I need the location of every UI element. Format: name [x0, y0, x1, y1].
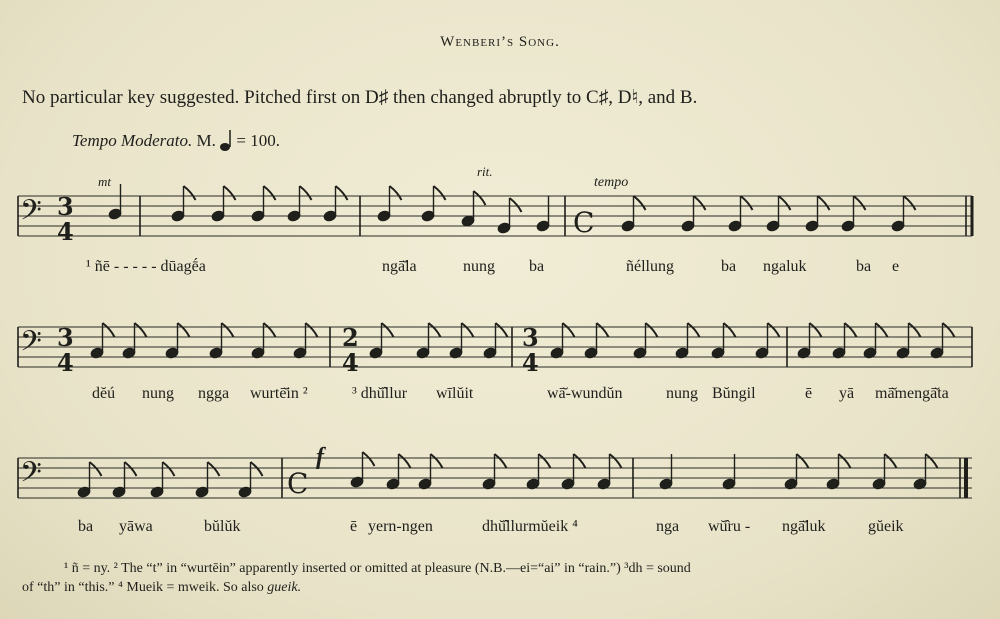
- notes: [77, 184, 955, 498]
- note-flag: [845, 323, 857, 337]
- note-flag: [943, 323, 955, 337]
- note-flag: [904, 196, 916, 210]
- note-flag: [90, 462, 102, 476]
- lyric-syllable: wā̆-wundŭn: [547, 385, 623, 402]
- lyric-syllable: yā: [839, 385, 855, 402]
- footnote-line-1: ¹ ñ = ny. ² The “t” in “wurtēin” apparently inserted or omitted at pleasure (N.B.—ei=“ai” in “rain.”) ³dh = sound: [64, 561, 691, 576]
- note-flag: [434, 186, 446, 200]
- note-flag: [306, 323, 318, 337]
- lyric-syllable: gŭeik: [868, 518, 904, 535]
- time-sig-top: 3: [522, 323, 539, 352]
- lyric-syllable: ē: [805, 385, 813, 402]
- note-flag: [462, 323, 474, 337]
- intro-text: No particular key suggested. Pitched first on D♯ then changed abruptly to C♯, D♮, and B.: [22, 87, 698, 108]
- note-flag: [563, 323, 575, 337]
- lyric-syllable: ba: [721, 258, 737, 275]
- note-flag: [300, 186, 312, 200]
- note-flag: [178, 323, 190, 337]
- lyric-syllable: ¹ ñē - - - - - dūagḗa: [86, 258, 206, 275]
- footnote-line-2: [22, 580, 301, 596]
- note-flag: [264, 186, 276, 200]
- note-flag: [264, 323, 276, 337]
- time-sig-bottom: 4: [57, 348, 74, 377]
- lyric-syllable: ngā̆luk: [782, 518, 826, 535]
- lyric-syllable: mā̆mengā̆ta: [875, 385, 949, 402]
- note-flag: [251, 462, 263, 476]
- lyric-syllable: wŭ̂ru -: [708, 518, 751, 535]
- note-flag: [135, 323, 147, 337]
- time-sig-top: 3: [57, 323, 74, 352]
- lyric-syllable: Bŭngil: [712, 385, 756, 402]
- lyric-syllable: ³ dhŭ̂llur: [352, 385, 408, 402]
- clef-and-time: [20, 192, 594, 500]
- lyric-syllable: bŭlŭk: [204, 518, 241, 535]
- note-flag: [125, 462, 137, 476]
- note-flag: [688, 323, 700, 337]
- time-sig-bottom: 4: [342, 348, 359, 377]
- note-flag: [574, 454, 586, 468]
- footnote-text: of “th” in “this.” ⁴ Mueik = mweik. So also: [22, 580, 268, 595]
- lyric-syllable: ba: [529, 258, 545, 275]
- note-flag: [224, 186, 236, 200]
- mark-tempo: tempo: [594, 175, 629, 190]
- note-flag: [634, 196, 646, 210]
- bass-clef-icon: 𝄢: [20, 325, 42, 365]
- note-flag: [399, 454, 411, 468]
- note-flag: [336, 186, 348, 200]
- note-flag: [876, 323, 888, 337]
- note-flag: [779, 196, 791, 210]
- lyric-syllable: yern-ngen: [368, 518, 433, 535]
- note-flag: [390, 186, 402, 200]
- note-flag: [431, 454, 443, 468]
- lyric-syllable: nung: [463, 258, 495, 275]
- note-flag: [854, 196, 866, 210]
- note-flag: [363, 452, 375, 466]
- lyric-syllable: nung: [142, 385, 174, 402]
- note-flag: [510, 198, 522, 212]
- note-flag: [474, 191, 486, 205]
- metronome-prefix: M.: [196, 131, 216, 150]
- time-sig-top: 3: [57, 192, 74, 221]
- lyric-syllable: dhŭ̂llurmŭeik ⁴: [482, 518, 578, 535]
- common-time-icon: C: [287, 467, 309, 500]
- note-flag: [222, 323, 234, 337]
- note-flag: [429, 323, 441, 337]
- note-flag: [610, 454, 622, 468]
- note-flag: [539, 454, 551, 468]
- lyric-syllable: wurtē̆in ²: [250, 385, 308, 402]
- tempo-label: Tempo Moderato.: [72, 131, 193, 150]
- note-flag: [496, 323, 508, 337]
- note-flag: [208, 462, 220, 476]
- note-flag: [797, 454, 809, 468]
- lyric-syllable: e: [892, 258, 900, 275]
- note-flag: [818, 196, 830, 210]
- note-flag: [184, 186, 196, 200]
- time-sig-bottom: 4: [522, 348, 539, 377]
- lyric-syllable: dĕú: [92, 385, 116, 402]
- note-flag: [909, 323, 921, 337]
- bass-clef-icon: 𝄢: [20, 194, 42, 234]
- lyric-syllable: ñéllung: [626, 258, 674, 275]
- note-flag: [839, 454, 851, 468]
- lyric-syllable: ba: [78, 518, 94, 535]
- song-title: Wenberi’s Song.: [440, 34, 560, 50]
- bass-clef-icon: 𝄢: [20, 456, 42, 496]
- footnote-italic: gueik.: [267, 580, 302, 595]
- lyric-syllable: ba: [856, 258, 872, 275]
- note-flag: [597, 323, 609, 337]
- note-flag: [646, 323, 658, 337]
- lyric-syllable: ngga: [198, 385, 230, 402]
- time-sig-top: 2: [342, 323, 359, 352]
- note-flag: [694, 196, 706, 210]
- note-flag: [103, 323, 115, 337]
- lyric-syllable: ngā̆la: [382, 258, 417, 275]
- note-flag: [810, 323, 822, 337]
- mark-rit: rit.: [477, 164, 493, 179]
- lyric-syllable: nga: [656, 518, 680, 535]
- mark-forte: f: [316, 444, 324, 470]
- lyric-syllable: ngaluk: [763, 258, 807, 275]
- lyric-syllable: ē: [350, 518, 358, 535]
- lyric-syllable: yāwa: [119, 518, 153, 535]
- note-flag: [768, 323, 780, 337]
- common-time-icon: C: [573, 206, 595, 239]
- time-sig-bottom: 4: [57, 217, 74, 246]
- lyric-syllable: nung: [666, 385, 698, 402]
- mark-mt: mt: [98, 174, 111, 189]
- note-flag: [382, 323, 394, 337]
- note-flag: [724, 323, 736, 337]
- note-flag: [885, 454, 897, 468]
- note-flag: [741, 196, 753, 210]
- note-flag: [495, 454, 507, 468]
- note-flag: [926, 454, 938, 468]
- metronome-value: = 100.: [236, 131, 280, 150]
- lyric-syllable: wīlŭit: [436, 385, 474, 402]
- note-flag: [163, 462, 175, 476]
